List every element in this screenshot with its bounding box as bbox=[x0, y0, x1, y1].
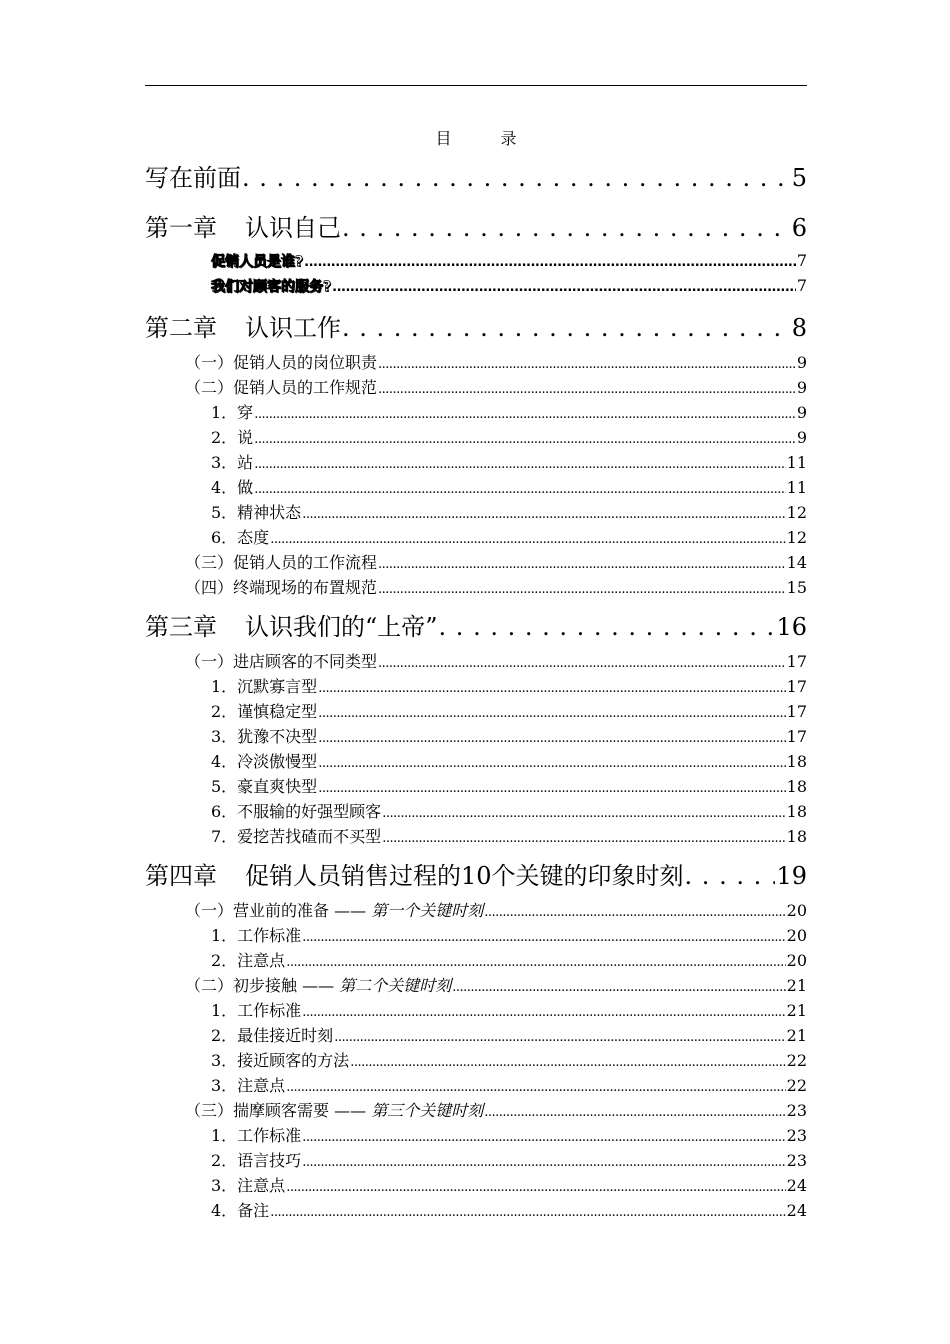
toc-title-char-2: 录 bbox=[500, 129, 517, 148]
page-number: 17 bbox=[786, 652, 807, 671]
toc-chapter-1[interactable] bbox=[145, 208, 807, 243]
leader-dots bbox=[484, 1101, 785, 1120]
page-number: 15 bbox=[786, 578, 807, 597]
page-number: 23 bbox=[786, 1126, 807, 1145]
leader-dots bbox=[452, 976, 785, 995]
leader-dots bbox=[286, 1076, 785, 1095]
leader-dots bbox=[685, 862, 776, 890]
page-number: 18 bbox=[786, 802, 807, 821]
page-number: 9 bbox=[796, 403, 807, 422]
page-number: 20 bbox=[786, 951, 807, 970]
leader-dots bbox=[270, 528, 785, 547]
leader-dots bbox=[318, 777, 785, 796]
page-number: 21 bbox=[786, 1026, 807, 1045]
toc-subsection[interactable] bbox=[211, 1023, 807, 1046]
page-number: 12 bbox=[786, 503, 807, 522]
page-number: 18 bbox=[786, 827, 807, 846]
leader-dots bbox=[342, 214, 791, 242]
leader-dots bbox=[254, 403, 796, 422]
toc-subsection[interactable] bbox=[211, 1048, 807, 1071]
page-number: 21 bbox=[786, 1001, 807, 1020]
subsection-label: 1．穿 bbox=[211, 403, 254, 422]
subsection-label: 2．谨慎稳定型 bbox=[211, 702, 318, 721]
page-number: 9 bbox=[796, 428, 807, 447]
chapter-label: 第二章 认识工作 bbox=[145, 314, 341, 342]
leader-dots bbox=[484, 901, 785, 920]
leader-dots bbox=[286, 1176, 785, 1195]
leader-dots bbox=[286, 951, 785, 970]
leader-dots bbox=[254, 478, 785, 497]
page-number: 12 bbox=[786, 528, 807, 547]
toc-section[interactable] bbox=[185, 898, 807, 921]
section-label: （一）进店顾客的不同类型 bbox=[185, 652, 378, 671]
toc-subsection[interactable] bbox=[211, 525, 807, 548]
section-label: （二）初步接触 —— 第二个关键时刻 bbox=[185, 976, 452, 995]
header-rule bbox=[145, 85, 807, 86]
leader-dots bbox=[318, 702, 785, 721]
leader-dots bbox=[302, 1151, 785, 1170]
leader-dots bbox=[270, 1201, 785, 1220]
subsection-label: 6．不服输的好强型顾客 bbox=[211, 802, 382, 821]
toc-subsection[interactable] bbox=[211, 774, 807, 797]
toc-subsection[interactable] bbox=[211, 699, 807, 722]
toc-section[interactable] bbox=[185, 1098, 807, 1121]
section-label: 我们对顾客的服务? bbox=[211, 279, 332, 295]
toc-section[interactable] bbox=[185, 973, 807, 996]
leader-dots bbox=[332, 279, 796, 295]
page-number: 5 bbox=[791, 164, 807, 192]
toc-subsection[interactable] bbox=[211, 1148, 807, 1171]
toc-title bbox=[145, 126, 807, 149]
subsection-label: 1．工作标准 bbox=[211, 1126, 302, 1145]
subsection-label: 2．语言技巧 bbox=[211, 1151, 302, 1170]
page-number: 22 bbox=[786, 1051, 807, 1070]
section-label: （二）促销人员的工作规范 bbox=[185, 378, 378, 397]
leader-dots bbox=[378, 378, 796, 397]
toc-subsection[interactable] bbox=[211, 500, 807, 523]
toc-section[interactable] bbox=[185, 375, 807, 398]
leader-dots bbox=[350, 1051, 785, 1070]
section-emphasis: 第一个关键时刻 bbox=[371, 901, 484, 920]
page-number: 9 bbox=[796, 378, 807, 397]
subsection-label: 2．说 bbox=[211, 428, 254, 447]
toc-section[interactable] bbox=[185, 550, 807, 573]
page-number: 7 bbox=[796, 251, 807, 270]
page-number: 14 bbox=[786, 553, 807, 572]
chapter-label: 第四章 促销人员销售过程的10个关键的印象时刻 bbox=[145, 862, 684, 890]
leader-dots bbox=[378, 553, 786, 572]
page-number: 24 bbox=[786, 1176, 807, 1195]
page-number: 7 bbox=[796, 276, 807, 295]
subsection-label: 7．爱挖苦找碴而不买型 bbox=[211, 827, 382, 846]
toc-subsection[interactable] bbox=[211, 425, 807, 448]
page-number: 17 bbox=[786, 702, 807, 721]
page-number: 19 bbox=[776, 862, 807, 890]
toc-section[interactable] bbox=[211, 276, 807, 296]
subsection-label: 2．注意点 bbox=[211, 951, 286, 970]
subsection-label: 4．冷淡傲慢型 bbox=[211, 752, 318, 771]
page-number: 21 bbox=[786, 976, 807, 995]
leader-dots bbox=[318, 727, 785, 746]
toc-chapter-3[interactable] bbox=[145, 607, 807, 642]
toc-subsection[interactable] bbox=[211, 749, 807, 772]
page-number: 17 bbox=[786, 727, 807, 746]
page-number: 6 bbox=[791, 214, 807, 242]
leader-dots bbox=[382, 827, 785, 846]
toc-section[interactable] bbox=[211, 251, 807, 271]
leader-dots bbox=[302, 1001, 785, 1020]
toc-subsection[interactable] bbox=[211, 450, 807, 473]
subsection-label: 3．注意点 bbox=[211, 1076, 286, 1095]
page-number: 8 bbox=[791, 314, 807, 342]
toc-title-char-1: 目 bbox=[435, 129, 452, 148]
page-number: 11 bbox=[786, 478, 807, 497]
page-number: 11 bbox=[786, 453, 807, 472]
toc-subsection[interactable] bbox=[211, 824, 807, 847]
toc-subsection[interactable] bbox=[211, 799, 807, 822]
toc-subsection[interactable] bbox=[211, 1073, 807, 1096]
chapter-label: 写在前面 bbox=[145, 164, 241, 192]
toc-subsection[interactable] bbox=[211, 998, 807, 1021]
leader-dots bbox=[254, 453, 785, 472]
page-number: 9 bbox=[796, 353, 807, 372]
page-number: 23 bbox=[786, 1101, 807, 1120]
toc-subsection[interactable] bbox=[211, 400, 807, 423]
toc-subsection[interactable] bbox=[211, 1123, 807, 1146]
leader-dots bbox=[302, 503, 785, 522]
toc-subsection[interactable] bbox=[211, 724, 807, 747]
subsection-label: 3．犹豫不决型 bbox=[211, 727, 318, 746]
section-label: （三）揣摩顾客需要 —— 第三个关键时刻 bbox=[185, 1101, 484, 1120]
page-number: 16 bbox=[776, 613, 807, 641]
chapter-label: 第三章 认识我们的“上帝” bbox=[145, 613, 438, 641]
leader-dots bbox=[318, 752, 785, 771]
subsection-label: 1．沉默寡言型 bbox=[211, 677, 318, 696]
leader-dots bbox=[439, 613, 776, 641]
toc-chapter-4[interactable] bbox=[145, 856, 807, 891]
leader-dots bbox=[318, 677, 785, 696]
toc-subsection[interactable] bbox=[211, 1173, 807, 1196]
subsection-label: 5．精神状态 bbox=[211, 503, 302, 522]
subsection-label: 5．豪直爽快型 bbox=[211, 777, 318, 796]
subsection-label: 4．做 bbox=[211, 478, 254, 497]
toc-section[interactable] bbox=[185, 649, 807, 672]
subsection-label: 1．工作标准 bbox=[211, 926, 302, 945]
section-emphasis: 第二个关键时刻 bbox=[339, 976, 452, 995]
leader-dots bbox=[382, 802, 785, 821]
leader-dots bbox=[378, 578, 786, 597]
page-number: 17 bbox=[786, 677, 807, 696]
section-label: （三）促销人员的工作流程 bbox=[185, 553, 378, 572]
toc-section[interactable] bbox=[185, 350, 807, 373]
subsection-label: 1．工作标准 bbox=[211, 1001, 302, 1020]
toc-chapter-2[interactable] bbox=[145, 308, 807, 343]
section-label: （四）终端现场的布置规范 bbox=[185, 578, 378, 597]
toc-chapter-preface[interactable] bbox=[145, 158, 807, 193]
leader-dots bbox=[302, 926, 785, 945]
section-label: （一）促销人员的岗位职责 bbox=[185, 353, 378, 372]
page-number: 20 bbox=[786, 926, 807, 945]
subsection-label: 3．注意点 bbox=[211, 1176, 286, 1195]
page-number: 24 bbox=[786, 1201, 807, 1220]
page-number: 18 bbox=[786, 777, 807, 796]
chapter-label: 第一章 认识自己 bbox=[145, 214, 341, 242]
page-number: 23 bbox=[786, 1151, 807, 1170]
page-number: 20 bbox=[786, 901, 807, 920]
toc-subsection[interactable] bbox=[211, 674, 807, 697]
section-label: 促销人员是谁? bbox=[211, 254, 304, 270]
subsection-label: 3．接近顾客的方法 bbox=[211, 1051, 350, 1070]
leader-dots bbox=[342, 314, 791, 342]
page-number: 22 bbox=[786, 1076, 807, 1095]
section-label: （一）营业前的准备 —— 第一个关键时刻 bbox=[185, 901, 484, 920]
toc-subsection[interactable] bbox=[211, 1198, 807, 1221]
leader-dots bbox=[242, 164, 791, 192]
subsection-label: 6．态度 bbox=[211, 528, 270, 547]
toc-subsection[interactable] bbox=[211, 475, 807, 498]
leader-dots bbox=[378, 652, 786, 671]
subsection-label: 4．备注 bbox=[211, 1201, 270, 1220]
subsection-label: 2．最佳接近时刻 bbox=[211, 1026, 334, 1045]
page-number: 18 bbox=[786, 752, 807, 771]
toc-section[interactable] bbox=[185, 575, 807, 598]
subsection-label: 3．站 bbox=[211, 453, 254, 472]
leader-dots bbox=[334, 1026, 785, 1045]
leader-dots bbox=[254, 428, 796, 447]
leader-dots bbox=[304, 254, 796, 270]
leader-dots bbox=[378, 353, 796, 372]
toc-subsection[interactable] bbox=[211, 948, 807, 971]
leader-dots bbox=[302, 1126, 785, 1145]
section-emphasis: 第三个关键时刻 bbox=[371, 1101, 484, 1120]
toc-subsection[interactable] bbox=[211, 923, 807, 946]
